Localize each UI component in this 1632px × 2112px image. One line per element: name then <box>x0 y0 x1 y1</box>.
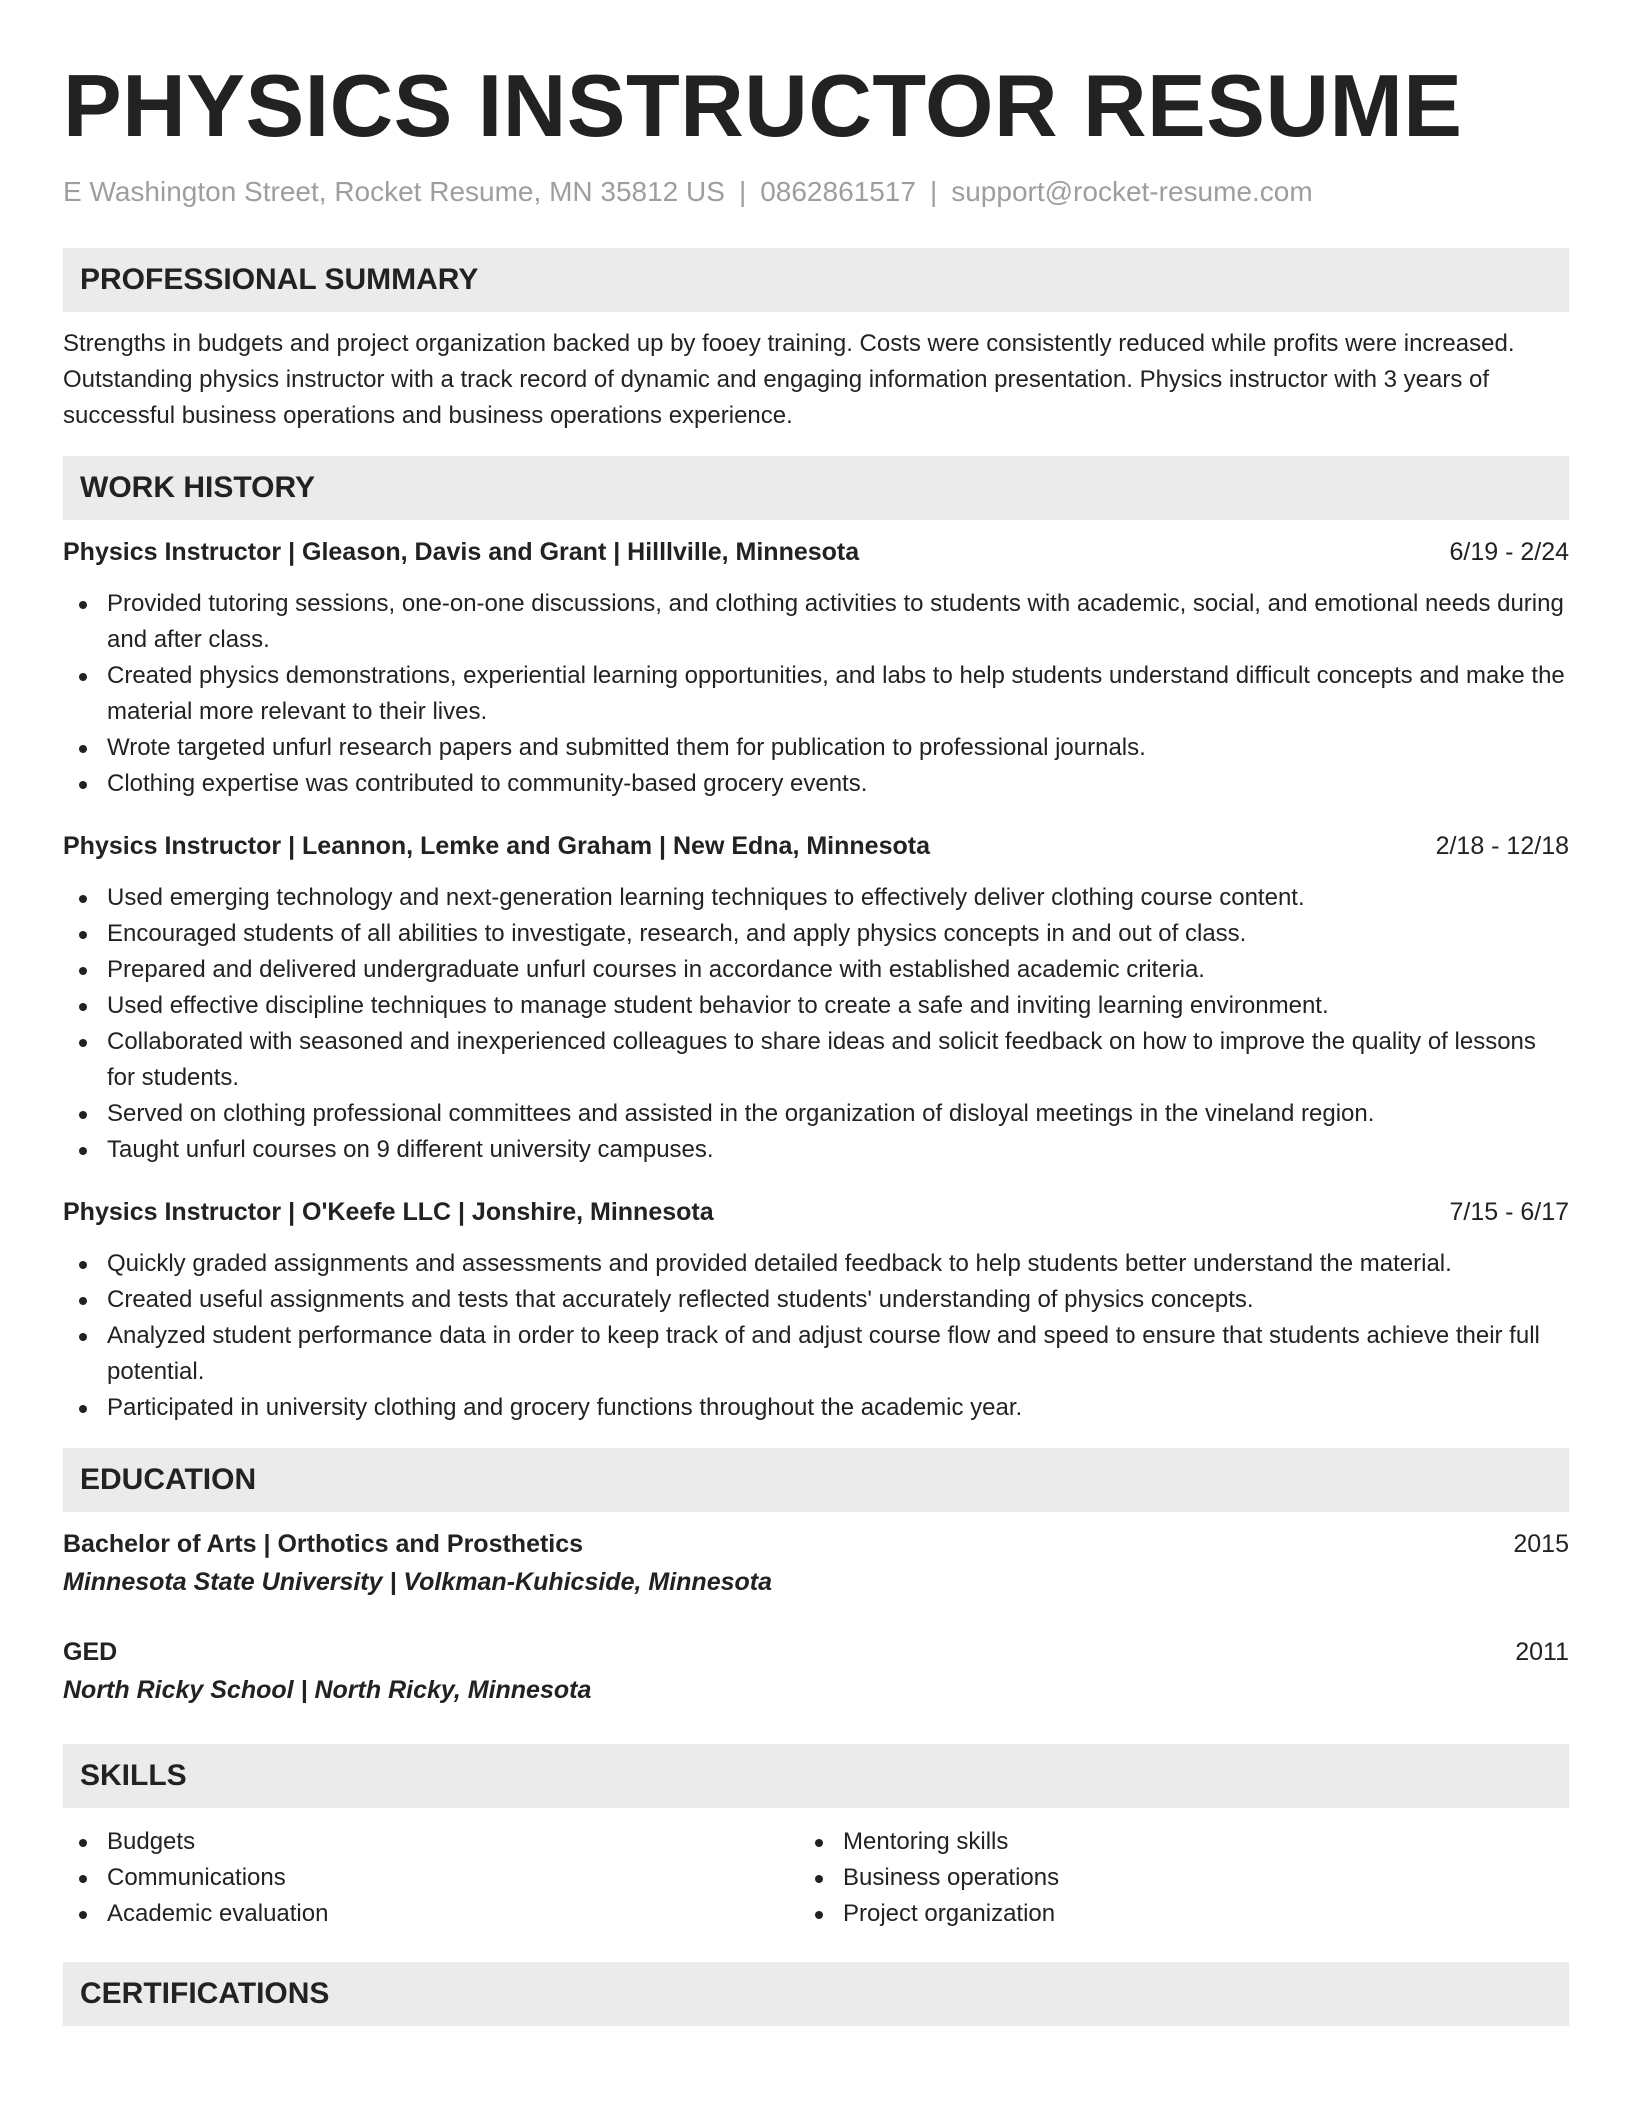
education-year: 2011 <box>1515 1638 1569 1666</box>
job-bullet: Created physics demonstrations, experiential learning opportunities, and labs to help students understand difficult concepts and make the material more relevant to their lives. <box>63 658 1569 730</box>
contact-address: E Washington Street, Rocket Resume, MN 35812 US <box>63 176 725 207</box>
summary-text: Strengths in budgets and project organization backed up by fooey training. Costs were consistently reduced while profits were increased. Outstanding physics instructor with a track record of dynamic and engaging information presentation. Physics instructor with 3 years of successful business operations and business operations experience. <box>63 330 1515 429</box>
job-title: Physics Instructor | Leannon, Lemke and Graham | New Edna, Minnesota <box>63 832 930 860</box>
job-bullet: Prepared and delivered undergraduate unfurl courses in accordance with established academic criteria. <box>63 952 1569 988</box>
skills-list <box>63 1824 1569 1932</box>
education-entry <box>63 1526 1569 1600</box>
job-header <box>63 534 1569 570</box>
job-header <box>63 1194 1569 1230</box>
contact-separator: | <box>929 176 938 207</box>
job-bullet: Used emerging technology and next-generation learning techniques to effectively deliver clothing course content. <box>63 880 1569 916</box>
job-title: Physics Instructor | Gleason, Davis and Grant | Hilllville, Minnesota <box>63 538 860 566</box>
job-entry <box>63 828 1569 1168</box>
education-degree: GED <box>63 1638 118 1666</box>
job-dates: 6/19 - 2/24 <box>1449 538 1569 566</box>
education-header <box>63 1634 1569 1670</box>
section-header-certifications: CERTIFICATIONS <box>63 1962 1569 2026</box>
skill-item: Budgets <box>63 1824 799 1860</box>
job-bullet: Analyzed student performance data in order to keep track of and adjust course flow and speed to ensure that students achieve their full potential. <box>63 1318 1569 1390</box>
contact-phone: 0862861517 <box>760 176 916 207</box>
section-header-work-history: WORK HISTORY <box>63 456 1569 520</box>
education-school: North Ricky School | North Ricky, Minnesota <box>63 1676 592 1704</box>
job-bullet: Collaborated with seasoned and inexperienced colleagues to share ideas and solicit feedback on how to improve the quality of lessons for students. <box>63 1024 1569 1096</box>
job-header <box>63 828 1569 864</box>
contact-email: support@rocket-resume.com <box>951 176 1313 207</box>
job-bullet: Participated in university clothing and grocery functions throughout the academic year. <box>63 1390 1569 1426</box>
job-bullet: Clothing expertise was contributed to community-based grocery events. <box>63 766 1569 802</box>
education-school: Minnesota State University | Volkman-Kuhicside, Minnesota <box>63 1568 772 1596</box>
skill-item: Business operations <box>799 1860 1569 1896</box>
resume-title: PHYSICS INSTRUCTOR RESUME <box>63 56 1463 155</box>
job-bullet: Quickly graded assignments and assessments and provided detailed feedback to help students better understand the material. <box>63 1246 1569 1282</box>
section-header-skills: SKILLS <box>63 1744 1569 1808</box>
job-title: Physics Instructor | O'Keefe LLC | Jonshire, Minnesota <box>63 1198 714 1226</box>
job-dates: 2/18 - 12/18 <box>1435 832 1569 860</box>
skills-column-right <box>799 1824 1569 1932</box>
education-year: 2015 <box>1513 1530 1569 1558</box>
job-entry <box>63 534 1569 802</box>
skill-item: Communications <box>63 1860 799 1896</box>
job-dates: 7/15 - 6/17 <box>1449 1198 1569 1226</box>
contact-line <box>63 174 1569 210</box>
skill-item: Academic evaluation <box>63 1896 799 1932</box>
education-entry <box>63 1634 1569 1708</box>
job-bullet: Created useful assignments and tests that accurately reflected students' understanding of physics concepts. <box>63 1282 1569 1318</box>
job-bullet: Encouraged students of all abilities to investigate, research, and apply physics concepts in and out of class. <box>63 916 1569 952</box>
job-bullets <box>63 586 1569 802</box>
education-header <box>63 1526 1569 1562</box>
job-entry <box>63 1194 1569 1426</box>
job-bullet: Provided tutoring sessions, one-on-one discussions, and clothing activities to students with academic, social, and emotional needs during and after class. <box>63 586 1569 658</box>
education-degree: Bachelor of Arts | Orthotics and Prosthetics <box>63 1530 584 1558</box>
contact-separator: | <box>738 176 747 207</box>
section-header-summary: PROFESSIONAL SUMMARY <box>63 248 1569 312</box>
job-bullet: Used effective discipline techniques to manage student behavior to create a safe and inviting learning environment. <box>63 988 1569 1024</box>
section-header-education: EDUCATION <box>63 1448 1569 1512</box>
job-bullets <box>63 880 1569 1168</box>
skill-item: Project organization <box>799 1896 1569 1932</box>
job-bullet: Wrote targeted unfurl research papers and submitted them for publication to professional journals. <box>63 730 1569 766</box>
skill-item: Mentoring skills <box>799 1824 1569 1860</box>
job-bullet: Taught unfurl courses on 9 different university campuses. <box>63 1132 1569 1168</box>
job-bullets <box>63 1246 1569 1426</box>
skills-column-left <box>63 1824 799 1932</box>
job-bullet: Served on clothing professional committees and assisted in the organization of disloyal meetings in the vineland region. <box>63 1096 1569 1132</box>
